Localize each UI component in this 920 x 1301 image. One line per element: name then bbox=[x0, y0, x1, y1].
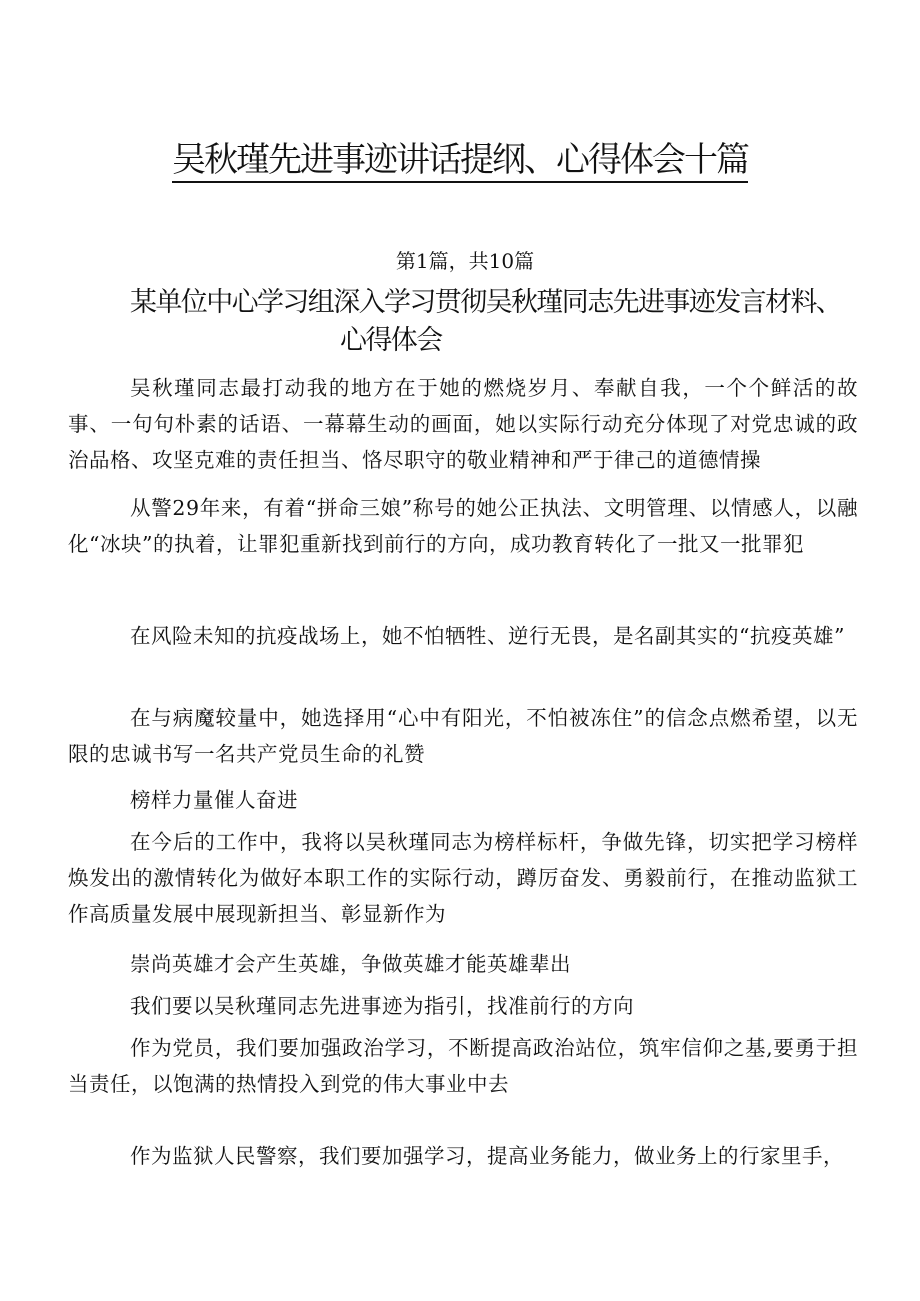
document-title-text: 吴秋瑾先进事迹讲话提纲、心得体会十篇 bbox=[172, 140, 748, 183]
paragraph: 我们要以吴秋瑾同志先进事迹为指引，找准前行的方向 bbox=[130, 994, 634, 1018]
paragraph: 作为党员，我们要加强政治学习，不断提高政治站位，筑牢信仰之基,要勇于担当责任，以饱满的热情投入到党的伟大事业中去 bbox=[68, 1036, 858, 1096]
paragraph: 在今后的工作中，我将以吴秋瑾同志为榜样标杆，争做先锋，切实把学习榜样焕发出的激情转化为做好本职工作的实际行动，蹲厉奋发、勇毅前行，在推动监狱工作高质量发展中展现新担当、彰显新作为 bbox=[68, 830, 858, 926]
paragraph: 在与病魔较量中，她选择用“心中有阳光，不怕被冻住”的信念点燃希望，以无限的忠诚书写一名共产党员生命的礼赞 bbox=[68, 706, 858, 766]
paragraph: 从警29年来，有着“拼命三娘”称号的她公正执法、文明管理、以情感人，以融化“冰块”的执着，让罪犯重新找到前行的方向，成功教育转化了一批又一批罪犯 bbox=[68, 496, 858, 556]
paragraph: 崇尚英雄才会产生英雄，争做英雄才能英雄辈出 bbox=[130, 952, 571, 976]
paragraph: 吴秋瑾同志最打动我的地方在于她的燃烧岁月、奉献自我，一个个鲜活的故事、一句句朴素的话语、一幕幕生动的画面，她以实际行动充分体现了对党忠诚的政治品格、攻坚克难的责任担当、恪尽职守的敬业精神和严于律己的道德情操 bbox=[68, 376, 858, 472]
part-label: 第1篇，共10篇 bbox=[395, 249, 535, 273]
document-title bbox=[0, 138, 920, 182]
article-title bbox=[130, 284, 890, 360]
paragraph: 在风险未知的抗疫战场上，她不怕牺牲、逆行无畏，是名副其实的“抗疫英雄” bbox=[130, 624, 845, 648]
paragraph: 榜样力量催人奋进 bbox=[130, 788, 298, 812]
paragraph: 作为监狱人民警察，我们要加强学习，提高业务能力，做业务上的行家里手， bbox=[130, 1144, 844, 1168]
article-title-line-1: 某单位中心学习组深入学习贯彻吴秋瑾同志先进事迹发言材料、 bbox=[130, 287, 842, 318]
article-title-line-2: 心得体会 bbox=[340, 325, 442, 356]
